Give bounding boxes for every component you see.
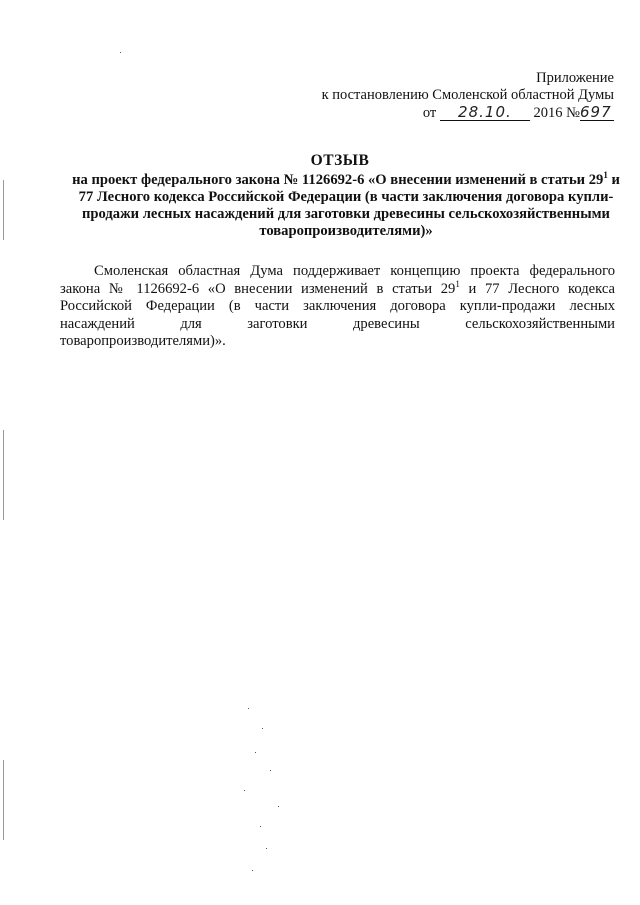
scan-edge-mark [3,430,4,520]
resolution-reference: к постановлению Смоленской областной Думы [321,87,614,103]
document-title [60,152,620,171]
date-number-line [254,104,614,122]
scan-speck [270,770,271,771]
scan-speck [248,708,249,709]
appendix-label: Приложение [536,70,614,86]
paragraph-superscript: 1 [455,278,460,289]
handwritten-number: 697 [580,104,614,121]
appendix-header [254,70,614,122]
scan-speck [266,848,267,849]
title-main: ОТЗЫВ [310,152,370,169]
handwritten-date: 28.10. [440,104,530,121]
date-prefix: от [422,105,437,121]
scan-speck [244,790,245,791]
subtitle-part1: на проект федерального закона № 1126692-6 «О внесении изменений в статьи 29 [72,172,604,188]
scan-speck [255,752,256,753]
scan-edge-mark [3,180,4,240]
scan-speck [260,826,261,827]
year-number-label: 2016 № [533,105,580,121]
document-subtitle [72,172,620,240]
scan-speck [252,870,253,871]
scan-speck [262,728,263,729]
scan-edge-mark [3,760,4,840]
scan-speck [120,52,121,53]
body-paragraph [60,263,615,351]
paragraph-part2: и 77 Лесного кодекса Российской Федерации (в части заключения договора купли-продажи лесных насаждений для заготовки древесины сельскохозяйственными товаропроизводителями)». [60,280,615,349]
scan-speck [278,806,279,807]
subtitle-superscript: 1 [603,170,608,181]
subtitle-part2: и 77 Лесного кодекса Российской Федерации (в части заключения договора купли-продажи лесных насаждений для заготовки древесины сельскохозяйственными товаропроизводителями)» [78,172,620,239]
paragraph-part1: Смоленская областная Дума поддерживает концепцию проекта федерального закона № 1126692-6 «О внесении изменений в статьи 29 [60,263,615,297]
